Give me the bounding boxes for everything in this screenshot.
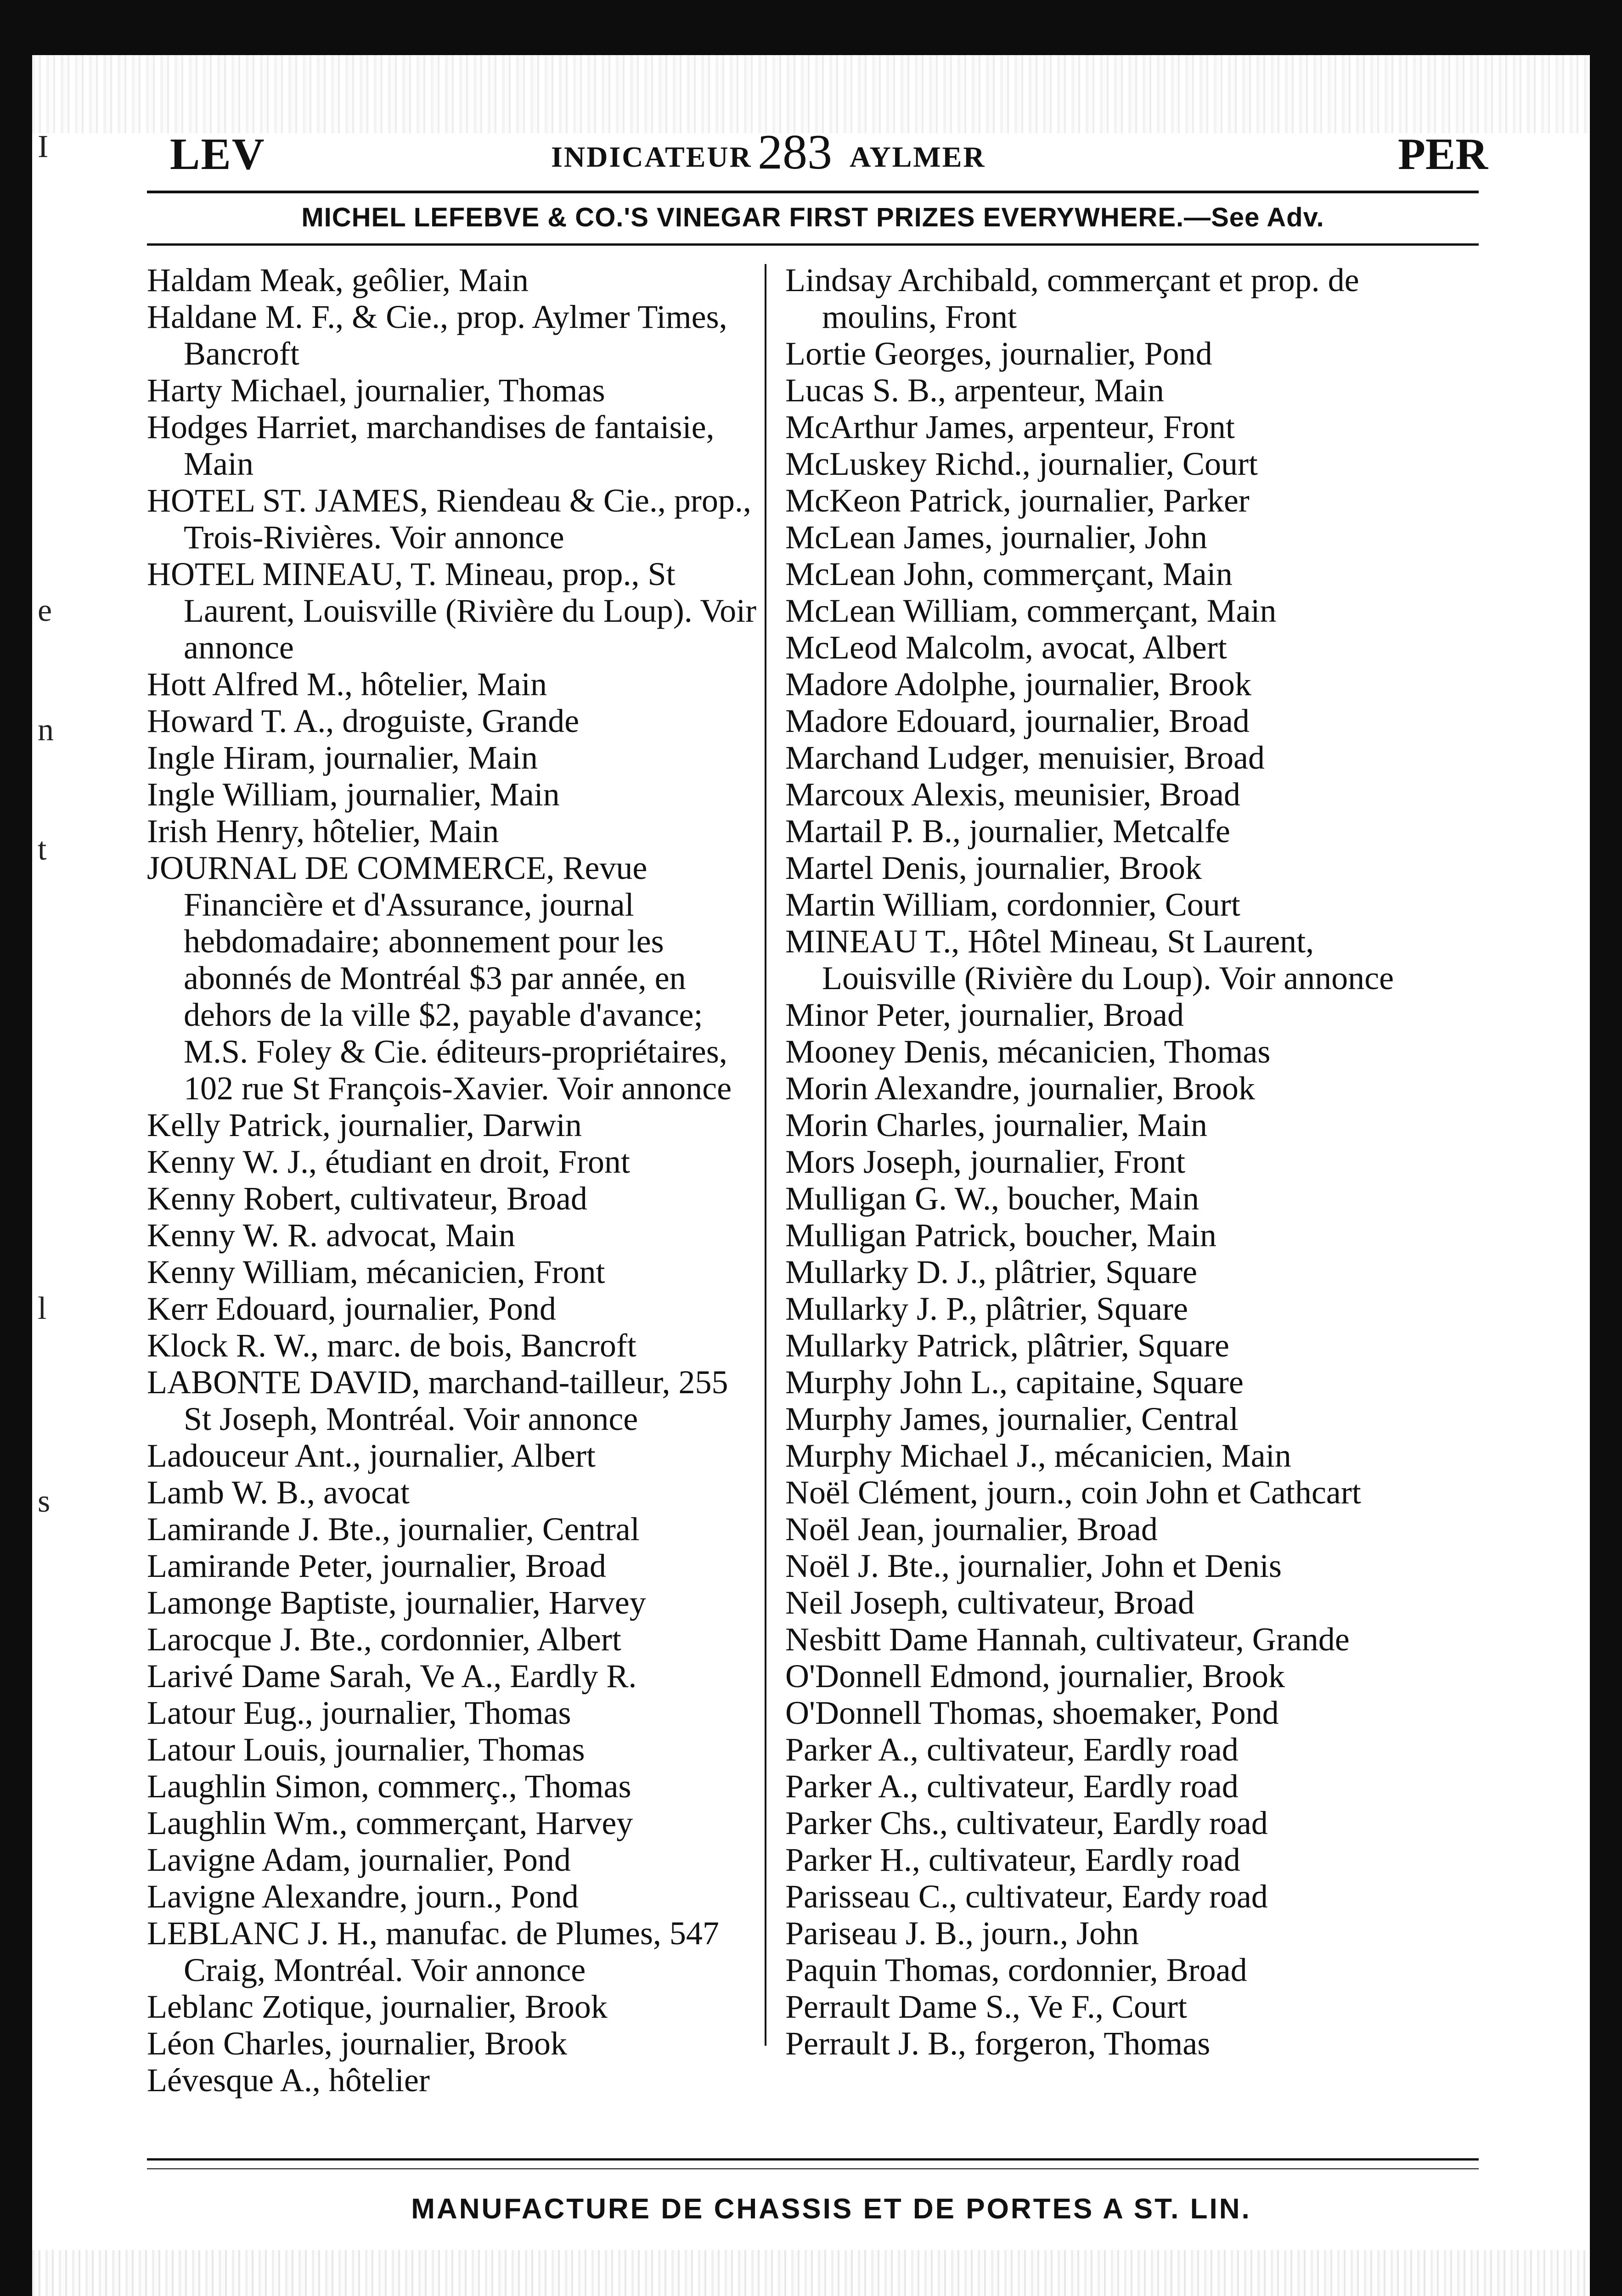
directory-entry: Kerr Edouard, journalier, Pond: [147, 1290, 556, 1327]
directory-entry: Kenny W. J., étudiant en droit, Front: [147, 1143, 630, 1180]
margin-fragment: I: [38, 129, 49, 164]
directory-entry: Latour Louis, journalier, Thomas: [147, 1731, 585, 1768]
directory-entry: O'Donnell Thomas, shoemaker, Pond: [785, 1694, 1279, 1731]
directory-entry: Lamirande Peter, journalier, Broad: [147, 1548, 606, 1584]
directory-entry: Mors Joseph, journalier, Front: [785, 1143, 1186, 1180]
directory-entry: O'Donnell Edmond, journalier, Brook: [785, 1658, 1285, 1694]
scan-border-left: [0, 0, 32, 2296]
directory-entry: McLean James, journalier, John: [785, 519, 1207, 556]
directory-entry: Klock R. W., marc. de bois, Bancroft: [147, 1327, 636, 1364]
directory-page: [119, 106, 1488, 2236]
directory-entry: Perrault J. B., forgeron, Thomas: [785, 2025, 1211, 2062]
running-head-left: LEV: [170, 129, 265, 179]
margin-fragment: l: [38, 1291, 47, 1326]
margin-fragment: t: [38, 832, 47, 867]
directory-entry: McLean John, commerçant, Main: [785, 556, 1233, 592]
directory-entry: Perrault Dame S., Ve F., Court: [785, 1988, 1187, 2025]
directory-entry: Kenny Robert, cultivateur, Broad: [147, 1180, 587, 1217]
directory-entry: Noël Jean, journalier, Broad: [785, 1511, 1158, 1548]
directory-entry: Lamirande J. Bte., journalier, Central: [147, 1511, 640, 1548]
running-head-place: AYLMER: [850, 141, 986, 173]
adjacent-page-margin: [32, 115, 85, 2227]
directory-entry: Madore Adolphe, journalier, Brook: [785, 666, 1251, 703]
directory-entry: Parker H., cultivateur, Eardly road: [785, 1841, 1240, 1878]
directory-entry: Lucas S. B., arpenteur, Main: [785, 372, 1164, 409]
directory-entry: Martail P. B., journalier, Metcalfe: [785, 813, 1230, 850]
scan-border-top: [0, 0, 1622, 55]
directory-entry: Parker A., cultivateur, Eardly road: [785, 1731, 1239, 1768]
directory-entry: Paquin Thomas, cordonnier, Broad: [785, 1952, 1247, 1988]
directory-entry: Noël Clément, journ., coin John et Cathcart: [785, 1474, 1361, 1511]
directory-entry: Latour Eug., journalier, Thomas: [147, 1694, 571, 1731]
directory-entry: Leblanc Zotique, journalier, Brook: [147, 1988, 608, 2025]
directory-entry: Lortie Georges, journalier, Pond: [785, 335, 1212, 372]
directory-entry: Lamonge Baptiste, journalier, Harvey: [147, 1584, 646, 1621]
directory-entry: Kenny William, mécanicien, Front: [147, 1254, 605, 1290]
margin-fragment: e: [38, 593, 52, 628]
directory-entry: Howard T. A., droguiste, Grande: [147, 703, 580, 739]
advertising-banner-bottom: MANUFACTURE DE CHASSIS ET DE PORTES A ST. LIN.: [411, 2193, 1251, 2225]
right-column: [785, 262, 1401, 2062]
footer-rule: [147, 2158, 1479, 2161]
directory-entry: Morin Charles, journalier, Main: [785, 1107, 1207, 1143]
directory-entry: Lamb W. B., avocat: [147, 1474, 410, 1511]
scan-border-right: [1590, 0, 1622, 2296]
directory-entry: Larivé Dame Sarah, Ve A., Eardly R.: [147, 1658, 637, 1694]
directory-entry: Laughlin Simon, commerç., Thomas: [147, 1768, 631, 1805]
directory-entry: Neil Joseph, cultivateur, Broad: [785, 1584, 1194, 1621]
running-head-right: PER: [1398, 129, 1488, 179]
directory-entry: Lindsay Archibald, commerçant et prop. de moulins, Front: [785, 262, 1359, 335]
directory-entry: Mullarky J. P., plâtrier, Square: [785, 1290, 1188, 1327]
banner-rule: [147, 243, 1479, 246]
directory-entry: Laughlin Wm., commerçant, Harvey: [147, 1805, 633, 1841]
directory-entry: Minor Peter, journalier, Broad: [785, 996, 1184, 1033]
directory-entry: Kenny W. R. advocat, Main: [147, 1217, 515, 1254]
directory-entry: HOTEL MINEAU, T. Mineau, prop., St Laurent, Louisville (Rivière du Loup). Voir annonce: [147, 556, 757, 666]
directory-entry: Harty Michael, journalier, Thomas: [147, 372, 605, 409]
directory-entry: LEBLANC J. H., manufac. de Plumes, 547 Craig, Montréal. Voir annonce: [147, 1915, 719, 1988]
directory-entry: Haldane M. F., & Cie., prop. Aylmer Times, Bancroft: [147, 298, 727, 372]
directory-entry: Murphy John L., capitaine, Square: [785, 1364, 1244, 1401]
directory-entry: MINEAU T., Hôtel Mineau, St Laurent, Louisville (Rivière du Loup). Voir annonce: [785, 923, 1394, 996]
directory-entry: Murphy James, journalier, Central: [785, 1401, 1239, 1437]
directory-entry: Hodges Harriet, marchandises de fantaisie, Main: [147, 409, 715, 482]
margin-fragment: n: [38, 712, 54, 748]
directory-entry: Noël J. Bte., journalier, John et Denis: [785, 1548, 1282, 1584]
directory-entry: Larocque J. Bte., cordonnier, Albert: [147, 1621, 621, 1658]
directory-entry: Morin Alexandre, journalier, Brook: [785, 1070, 1255, 1107]
directory-entry: Martel Denis, journalier, Brook: [785, 850, 1202, 886]
directory-entry: Mooney Denis, mécanicien, Thomas: [785, 1033, 1271, 1070]
page-number: 283: [758, 125, 832, 180]
header-rule: [147, 191, 1479, 193]
directory-entry: Irish Henry, hôtelier, Main: [147, 813, 499, 850]
running-head: [147, 119, 1488, 188]
directory-entry: McLeod Malcolm, avocat, Albert: [785, 629, 1227, 666]
directory-entry: Marchand Ludger, menuisier, Broad: [785, 739, 1265, 776]
directory-entry: McArthur James, arpenteur, Front: [785, 409, 1235, 445]
left-column: [147, 262, 762, 2099]
directory-entry: Mulligan Patrick, boucher, Main: [785, 1217, 1216, 1254]
directory-entry: Nesbitt Dame Hannah, cultivateur, Grande: [785, 1621, 1350, 1658]
advertising-banner-top: MICHEL LEFEBVE & CO.'S VINEGAR FIRST PRIZES EVERYWHERE.—See Adv.: [301, 203, 1324, 232]
directory-entry: Parisseau C., cultivateur, Eardy road: [785, 1878, 1268, 1915]
directory-entry: Ingle William, journalier, Main: [147, 776, 560, 813]
margin-fragment: s: [38, 1484, 51, 1519]
scan-noise-bottom: [32, 2250, 1590, 2296]
directory-entry: McLean William, commerçant, Main: [785, 592, 1277, 629]
directory-entry: Mullarky Patrick, plâtrier, Square: [785, 1327, 1229, 1364]
directory-entry: Hott Alfred M., hôtelier, Main: [147, 666, 547, 703]
directory-entry: Lévesque A., hôtelier: [147, 2062, 430, 2099]
directory-entry: JOURNAL DE COMMERCE, Revue Financière et d'Assurance, journal hebdomadaire; abonnement pour les abonnés de Montréal $3 par année, en dehors de la ville $2, payable d'avance; M.S. Foley & Cie. éditeurs-propriétaires, 102 rue St François-Xavier. Voir annonce: [147, 850, 732, 1107]
running-head-title: INDICATEUR: [551, 141, 752, 173]
directory-entry: Léon Charles, journalier, Brook: [147, 2025, 567, 2062]
directory-entry: Ladouceur Ant., journalier, Albert: [147, 1437, 596, 1474]
directory-entry: Madore Edouard, journalier, Broad: [785, 703, 1250, 739]
directory-entry: Ingle Hiram, journalier, Main: [147, 739, 538, 776]
directory-entry: Mulligan G. W., boucher, Main: [785, 1180, 1200, 1217]
directory-entry: Mullarky D. J., plâtrier, Square: [785, 1254, 1197, 1290]
directory-entry: Pariseau J. B., journ., John: [785, 1915, 1139, 1952]
directory-entry: Lavigne Alexandre, journ., Pond: [147, 1878, 579, 1915]
directory-entry: HOTEL ST. JAMES, Riendeau & Cie., prop., Trois-Rivières. Voir annonce: [147, 482, 751, 556]
column-divider: [765, 264, 766, 2046]
footer-rule-thin: [147, 2168, 1479, 2169]
directory-entry: LABONTE DAVID, marchand-tailleur, 255 St Joseph, Montréal. Voir annonce: [147, 1364, 728, 1437]
directory-entry: Lavigne Adam, journalier, Pond: [147, 1841, 571, 1878]
directory-entry: Murphy Michael J., mécanicien, Main: [785, 1437, 1291, 1474]
directory-entry: McKeon Patrick, journalier, Parker: [785, 482, 1250, 519]
directory-entry: Kelly Patrick, journalier, Darwin: [147, 1107, 582, 1143]
directory-entry: McLuskey Richd., journalier, Court: [785, 445, 1258, 482]
directory-entry: Marcoux Alexis, meunisier, Broad: [785, 776, 1240, 813]
directory-entry: Parker Chs., cultivateur, Eardly road: [785, 1805, 1268, 1841]
directory-entry: Martin William, cordonnier, Court: [785, 886, 1240, 923]
directory-entry: Parker A., cultivateur, Eardly road: [785, 1768, 1239, 1805]
directory-entry: Haldam Meak, geôlier, Main: [147, 262, 529, 298]
